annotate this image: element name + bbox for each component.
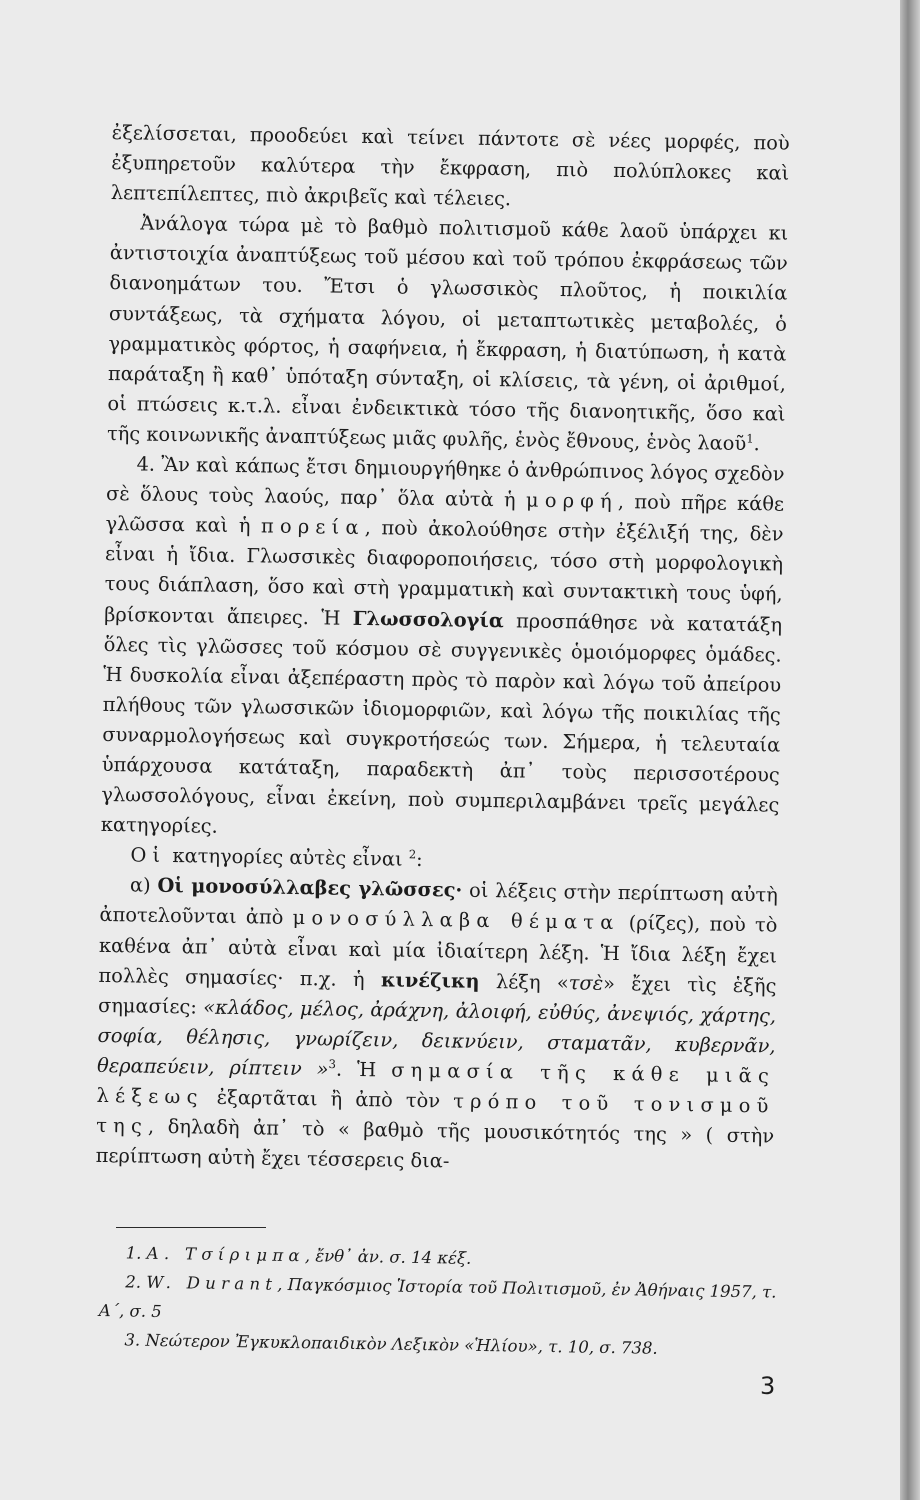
footnote-3-text: Νεώτερον Ἐγκυκλοπαιδικὸν Λεξικὸν «Ἡλίου», τ. 10, σ. 738. [145, 1330, 658, 1358]
page-number: 3 [760, 1372, 776, 1400]
paragraph-2-text: Ἀνάλογα τώρα μὲ τὸ βαθμὸ πολιτισμοῦ κάθε λαοῦ ὑπάρχει κι ἀντιστοιχία ἀναπτύξεως τοῦ μέσου καὶ τοῦ τρόπου ἐκφράσεως τῶν διανοημάτων του. Ἔτσι ὁ γλωσσικὸς πλοῦτος, ἡ ποικιλία συντάξεως, τὰ σχήματα λόγου, οἱ μεταπτωτικὲς μεταβολές, ὁ γραμματικὸς φόρτος, ἡ σαφήνεια, ἡ ἔκφραση, ἡ διατύπωση, ἡ κατὰ παράταξη ἢ καθ᾽ ὑπόταξη σύνταξη, οἱ κλίσεις, τὰ γένη, οἱ ἀριθμοί, οἱ πτώσεις κ.τ.λ. εἶναι ἐνδεικτικὰ τόσο τῆς διανοητικῆς, ὅσο καὶ τῆς κοινωνικῆς ἀναπτύξεως μιᾶς φυλῆς, ἑνὸς ἔθνους, ἑνὸς λαοῦ [106, 211, 789, 455]
footnote-2-number: 2. [125, 1272, 142, 1292]
bold-term-kinezikh: κινέζικη [380, 967, 480, 993]
list-label-a: α) [129, 873, 151, 898]
paragraph-3-text-b: , ποὺ πῆρε κάθε γλῶσσα καὶ ἡ [105, 490, 785, 538]
footnote-1-number: 1. [125, 1243, 142, 1263]
paragraph-4: Οἱ κατηγορίες αὐτὲς εἶναι $^2$: [130, 843, 423, 872]
footnote-ref-1: 1 [746, 431, 754, 446]
main-text [95, 118, 789, 1182]
footnote-2-author: W. Durant [146, 1272, 278, 1294]
paragraph-1 [111, 118, 790, 219]
paragraph-1-text: ἐξελίσσεται, προοδεύει καὶ τείνει πάντοτε σὲ νέες μορφές, ποὺ ἐξυπηρετοῦν καλύτερα τὴν ἔκφραση, πιὸ πολύπλοκες καὶ λεπτεπίλεπτες, πιὸ ἀκριβεῖς καὶ τέλειες. [110, 120, 790, 211]
bold-term-glossologia: Γλωσσολογία [352, 606, 504, 632]
paragraph-3-text-d: προσπάθησε νὰ κατατάξη ὅλες τὶς γλῶσσες τοῦ κόσμου σὲ συγγενικὲς ὁμοιόμορφες ὁμάδες. Ἡ δυσκολία εἶναι ἀξεπέραστη πρὸς τὸ παρὸν καὶ λόγω τοῦ ἀπείρου πλήθους τῶν γλωσσικῶν ἰδιομορφιῶν, καὶ λόγω τῆς ποικιλίας τῆς συναρμολογήσεως καὶ συγκροτήσεώς των. Σήμερα, ἡ τελευταία ὑπάρχουσα κατάταξη, παραδεκτὴ ἀπ᾽ τοὺς περισσοτέρους γλωσσολόγους, εἶναι ἐκείνη, ποὺ συμπεριλαμβάνει τρεῖς μεγάλες κατηγορίες. [100, 608, 783, 838]
paragraph-3 [101, 449, 785, 851]
bold-term-monosyllabic: Οἱ μονοσύλλαβες γλῶσσες· [157, 874, 463, 902]
footnote-1-author: Α. Τσίριμπα [146, 1243, 306, 1266]
footnote-separator [116, 1227, 266, 1228]
spaced-term-oi: Οἱ [130, 843, 167, 868]
footnote-1-text: , ἔνθ᾽ ἀν. σ. 14 κέξ. [304, 1246, 472, 1268]
paragraph-5-text-b: (ρίζες), ποὺ τὸ καθένα ἀπ᾽ αὐτὰ εἶναι καὶ μία ἰδιαίτερη λέξη. Ἡ ἴδια λέξη ἔχει πολλὲς σημασίες· π.χ. ἡ [98, 911, 778, 991]
italic-meanings-list: «κλάδος, μέλος, ἀράχνη, ἀλοιφή, εὐθύς, ἀνεψιός, χάρτης, σοφία, θέλησις, γνωρίζειν, δεικνύειν, σταματᾶν, κυβερνᾶν, θεραπεύειν, ρίπτειν » [96, 995, 777, 1081]
spaced-term-simasia: σημασία τῆς κάθε μιᾶς λέξεως [96, 1058, 776, 1109]
spaced-term-themata: μονοσύλλαβα θέματα [292, 906, 620, 935]
paragraph-5-text-c: λέξη « [495, 969, 569, 994]
spaced-term-morfi: μορφή [525, 488, 619, 514]
footnote-ref-2: 2 [408, 847, 417, 862]
paragraph-5-text-f: ἐξαρτᾶται ἢ ἀπὸ τὸν [216, 1085, 441, 1113]
paragraph-3-text-a: 4. Ἂν καὶ κάπως ἔτσι δημιουργήθηκε ὁ ἀνθρώπινος λόγος σχεδὸν σὲ ὅλους τοὺς λαούς, παρ᾽ ὅλα αὐτὰ ἡ [105, 452, 785, 512]
footnote-2 [99, 1267, 790, 1336]
page-edge-shadow [900, 0, 920, 1500]
paragraph-5-text-d: » ἔχει τὶς ἑξῆς σημασίες: [97, 971, 777, 1019]
footnote-2-text: , Παγκόσμιος Ἱστορία τοῦ Πολιτισμοῦ, ἐν Ἀθήναις 1957, τ. Α΄, σ. 5 [98, 1274, 777, 1321]
footnotes [98, 1238, 790, 1365]
paragraph-5-text-a: οἱ λέξεις στὴν περίπτωση αὐτὴ ἀποτελοῦνται ἀπὸ [99, 879, 779, 930]
spaced-term-poreia: πορεία [260, 514, 365, 540]
footnote-3-number: 3. [124, 1330, 141, 1350]
spaced-term-tropos: τρόπο τοῦ τονισμοῦ της [95, 1089, 775, 1138]
footnote-ref-3: 3 [328, 1056, 337, 1072]
paragraph-5-text-g: , δηλαδὴ ἀπ᾽ τὸ « βαθμὸ τῆς μουσικότητός της » ( στὴν περίπτωση αὐτὴ ἔχει τέσσερεις δια- [95, 1114, 775, 1173]
paragraph-4-text: κατηγορίες αὐτὲς εἶναι [172, 844, 403, 871]
paragraph-5 [95, 870, 778, 1182]
paragraph-5-text-e: . Ἡ [335, 1057, 377, 1082]
paragraph-3-text-c: , ποὺ ἀκολούθησε στὴν ἐξέλιξή της, δὲν εἶναι ἡ ἴδια. Γλωσσικὲς διαφοροποιήσεις, τόσο στὴ μορφολογικὴ τους διάπλαση, ὅσο καὶ στὴ γραμματικὴ καὶ συντακτικὴ τους ὑφή, βρίσκονται ἄπειρες. Ἡ [104, 516, 784, 630]
italic-word-tse: τσὲ [568, 970, 604, 995]
paragraph-2: Ἀνάλογα τώρα μὲ τὸ βαθμὸ πολιτισμοῦ κάθε λαοῦ ὑπάρχει κι ἀντιστοιχία ἀναπτύξεως τοῦ μέσου καὶ τοῦ τρόπου ἐκφράσεως τῶν διανοημάτων του. Ἔτσι ὁ γλωσσικὸς πλοῦτος, ἡ ποικιλία συντάξεως, τὰ σχήματα λόγου, οἱ μεταπτωτικὲς μεταβολές, ὁ γραμματικὸς φόρτος, ἡ σαφήνεια, ἡ ἔκφραση, ἡ διατύπωση, ἡ κατὰ παράταξη ἢ καθ᾽ ὑπόταξη σύνταξη, οἱ κλίσεις, τὰ γένη, οἱ ἀριθμοί, οἱ πτώσεις κ.τ.λ. εἶναι ἐνδεικτικὰ τόσο τῆς διανοητικῆς, ὅσο καὶ τῆς κοινωνικῆς ἀναπτύξεως μιᾶς φυλῆς, ἑνὸς ἔθνους, ἑνὸς λαοῦ$^1$. [106, 211, 789, 456]
